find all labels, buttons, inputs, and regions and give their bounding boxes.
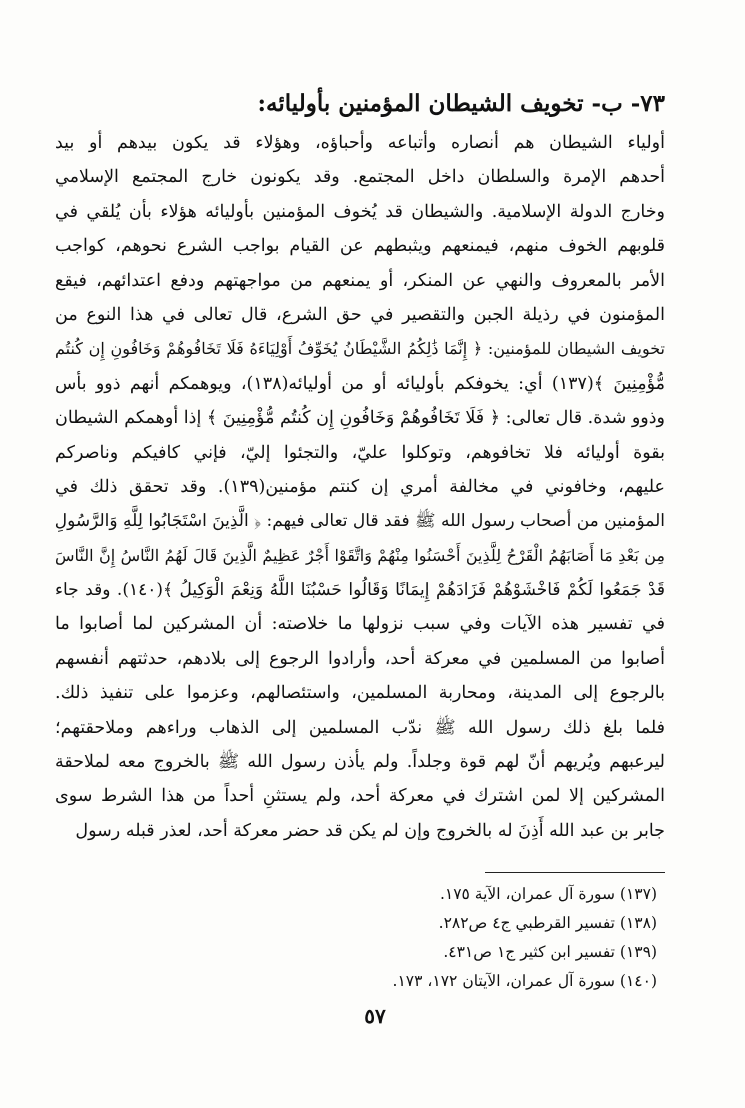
text-line: بالرجوع إلى المدينة، ومحاربة المسلمين، واستئصالهم، وعزموا على تنفيذ ذلك. [55,683,665,704]
body-text [55,126,665,848]
text-line: الأمر بالمعروف والنهي عن المنكر، أو يمنعهم من مواجهتهم ودفع اعتدائهم، فيقع [55,270,665,291]
text-line: تخويف الشيطان للمؤمنين: ﴿ إِنَّمَا ذَٰلِكُمُ الشَّيْطَانُ يُخَوِّفُ أَوْلِيَاءَهُ فَلَا تَخَافُوهُمْ وَخَافُونِ إِن كُنتُم [55,339,665,359]
text-line: فلما بلغ ذلك رسول الله ﷺ ندّب المسلمين إلى الذهاب وراءهم وملاحقتهم؛ [55,717,665,738]
text-line: وخارج الدولة الإسلامية. والشيطان قد يُخوف المؤمنين بأوليائه هؤلاء بأن يُلقي في [55,201,665,222]
text-line: قَدْ جَمَعُوا لَكُمْ فَاخْشَوْهُمْ فَزَادَهُمْ إِيمَانًا وَقَالُوا حَسْبُنَا اللَّهُ وَنِعْمَ الْوَكِيلُ ﴾(١٤٠). وقد جاء [55,580,665,601]
text-line: قلوبهم الخوف منهم، فيمنعهم ويثبطهم عن القيام بواجب الشرع نحوهم، كواجب [55,236,665,257]
text-line: أولياء الشيطان هم أنصاره وأتباعه وأحباؤه، وهؤلاء قد يكون بيدهم أو بيد [55,133,665,153]
footnote: (١٤٠) سورة آل عمران، الآيتان ١٧٢، ١٧٣. [392,972,657,990]
footnote: (١٣٩) تفسير ابن كثير ج١ ص٤٣١. [443,943,657,961]
text-line: المؤمنون في رذيلة الجبن والتقصير في حق الشرع، قال تعالى في هذا النوع من [55,304,665,325]
text-line: مُّؤْمِنِينَ ﴾(١٣٧) أي: يخوفكم بأوليائه أو من أوليائه(١٣٨)، ويوهمكم أنهم ذوو بأس [55,373,665,394]
text-line: أحدهم الإمرة والسلطان داخل المجتمع. وقد يكونون خارج المجتمع الإسلامي [55,167,665,188]
footnotes [257,880,657,996]
text-line: أصابوا من المسلمين في معركة أحد، وأرادوا الرجوع إلى بلادهم، حدثتهم أنفسهم [55,648,665,669]
footnote: (١٣٧) سورة آل عمران، الآية ١٧٥. [439,885,657,903]
text-line: وذوو شدة. قال تعالى: ﴿ فَلَا تَخَافُوهُمْ وَخَافُونِ إِن كُنتُم مُّؤْمِنِينَ ﴾ إذا أوهمكم الشيطان [55,408,665,429]
text-line: المشركين إلا لمن اشترك في معركة أحد، ولم يستثنِ أحداً من هذا الشرط سوى [55,786,665,807]
text-line: مِن بَعْدِ مَا أَصَابَهُمُ الْقَرْحُ لِلَّذِينَ أَحْسَنُوا مِنْهُمْ وَاتَّقَوْا أَجْرٌ عَظِيمٌ الَّذِينَ قَالَ لَهُمُ النَّاسُ إِنَّ النَّاسَ [55,545,665,565]
text-line: بقوة أوليائه فلا تخافوهم، وتوكلوا عليّ، والتجئوا إليّ، فإني كافيكم وناصركم [55,442,665,463]
footnote: (١٣٨) تفسير القرطبي ج٤ ص٢٨٢. [438,914,657,932]
text-line: المؤمنين من أصحاب رسول الله ﷺ فقد قال تعالى فيهم: ﴿ الَّذِينَ اسْتَجَابُوا لِلَّهِ وَالرَّسُولِ [55,511,665,532]
footnote-separator [485,872,665,873]
text-line: في تفسير هذه الآيات وفي سبب نزولها ما خلاصته: أن المشركين لما أصابوا ما [55,614,665,635]
text-line: ليرعبهم ويُريهم أنّ لهم قوة وجلداً. ولم يأذن رسول الله ﷺ بالخروج معه لملاحقة [55,752,665,773]
text-line: عليهم، وخافوني في مخالفة أمري إن كنتم مؤمنين(١٣٩). وقد تحقق ذلك في [55,476,665,497]
page-number: ٥٧ [364,1004,386,1028]
text-line: جابر بن عبد الله أَذِنَ له بالخروج وإن لم يكن قد حضر معركة أحد، لعذر قبله رسول [75,820,665,841]
section-heading: ٧٣- ب- تخويف الشيطان المؤمنين بأوليائه: [257,90,665,117]
